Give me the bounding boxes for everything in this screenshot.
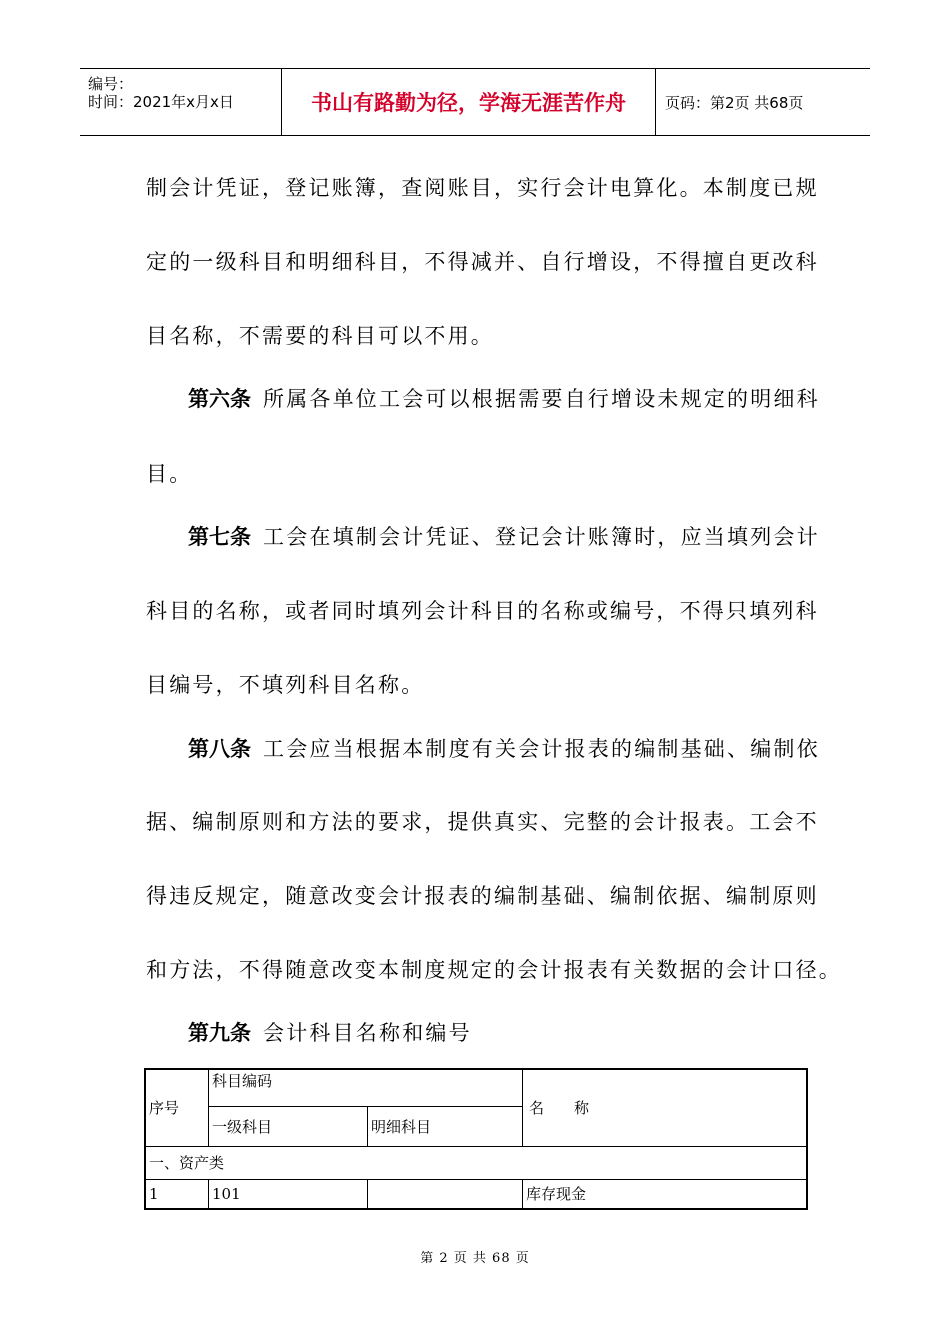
- table-header-detail: 明细科目: [368, 1106, 523, 1146]
- table-cell-detail: [368, 1179, 523, 1209]
- body-text-line: 会计科目名称和编号: [263, 1021, 472, 1045]
- table-cell-level1: 101: [209, 1179, 368, 1209]
- body-text-line: 得违反规定，随意改变会计报表的编制基础、编制依据、编制原则: [146, 884, 819, 908]
- body-text-line: 工会在填制会计凭证、登记会计账簿时，应当填列会计: [263, 525, 820, 549]
- article-8-title: 第八条: [188, 737, 251, 761]
- header-date: 时间：2021年x月x日: [88, 93, 234, 111]
- table-header-level1: 一级科目: [209, 1106, 368, 1146]
- article-9: [188, 1017, 472, 1047]
- article-8: [188, 733, 820, 763]
- page-header: [80, 68, 870, 136]
- article-7: [188, 521, 820, 551]
- header-page-number: 页码：第2页 共68页: [665, 93, 804, 112]
- table-header-name: 名 称: [523, 1069, 808, 1146]
- body-text-line: 科目的名称，或者同时填列会计科目的名称或编号，不得只填列科: [146, 599, 819, 623]
- page-footer: 第 2 页 共 68 页: [420, 1251, 530, 1266]
- body-text-line: 目。: [146, 462, 193, 486]
- article-6: [188, 383, 820, 413]
- body-text-line: 定的一级科目和明细科目，不得减并、自行增设，不得擅自更改科: [146, 250, 819, 274]
- article-9-title: 第九条: [188, 1021, 251, 1045]
- table-section-assets: 一、资产类: [145, 1146, 807, 1179]
- header-number: 编号：: [88, 75, 134, 93]
- table-header-code: 科目编码: [209, 1069, 523, 1106]
- account-code-table: [144, 1068, 808, 1210]
- body-text-line: 据、编制原则和方法的要求，提供真实、完整的会计报表。工会不: [146, 810, 819, 834]
- table-cell-name: 库存现金: [523, 1179, 808, 1209]
- article-7-title: 第七条: [188, 525, 251, 549]
- table-cell-seq: 1: [145, 1179, 209, 1209]
- header-motto: 书山有路勤为径，学海无涯苦作舟: [311, 91, 626, 115]
- header-meta: [80, 69, 280, 135]
- body-text-line: 所属各单位工会可以根据需要自行增设未规定的明细科: [263, 387, 820, 411]
- article-6-title: 第六条: [188, 387, 251, 411]
- header-divider: [655, 69, 656, 135]
- body-text-line: 目名称，不需要的科目可以不用。: [146, 324, 494, 348]
- body-text-line: 目编号，不填列科目名称。: [146, 673, 425, 697]
- table-header-seq: 序号: [145, 1069, 209, 1146]
- body-text-line: 和方法，不得随意改变本制度规定的会计报表有关数据的会计口径。: [146, 958, 842, 982]
- body-text-line: 工会应当根据本制度有关会计报表的编制基础、编制依: [263, 737, 820, 761]
- body-text-line: 制会计凭证，登记账簿，查阅账目，实行会计电算化。本制度已规: [146, 176, 819, 200]
- table-row: [145, 1179, 807, 1209]
